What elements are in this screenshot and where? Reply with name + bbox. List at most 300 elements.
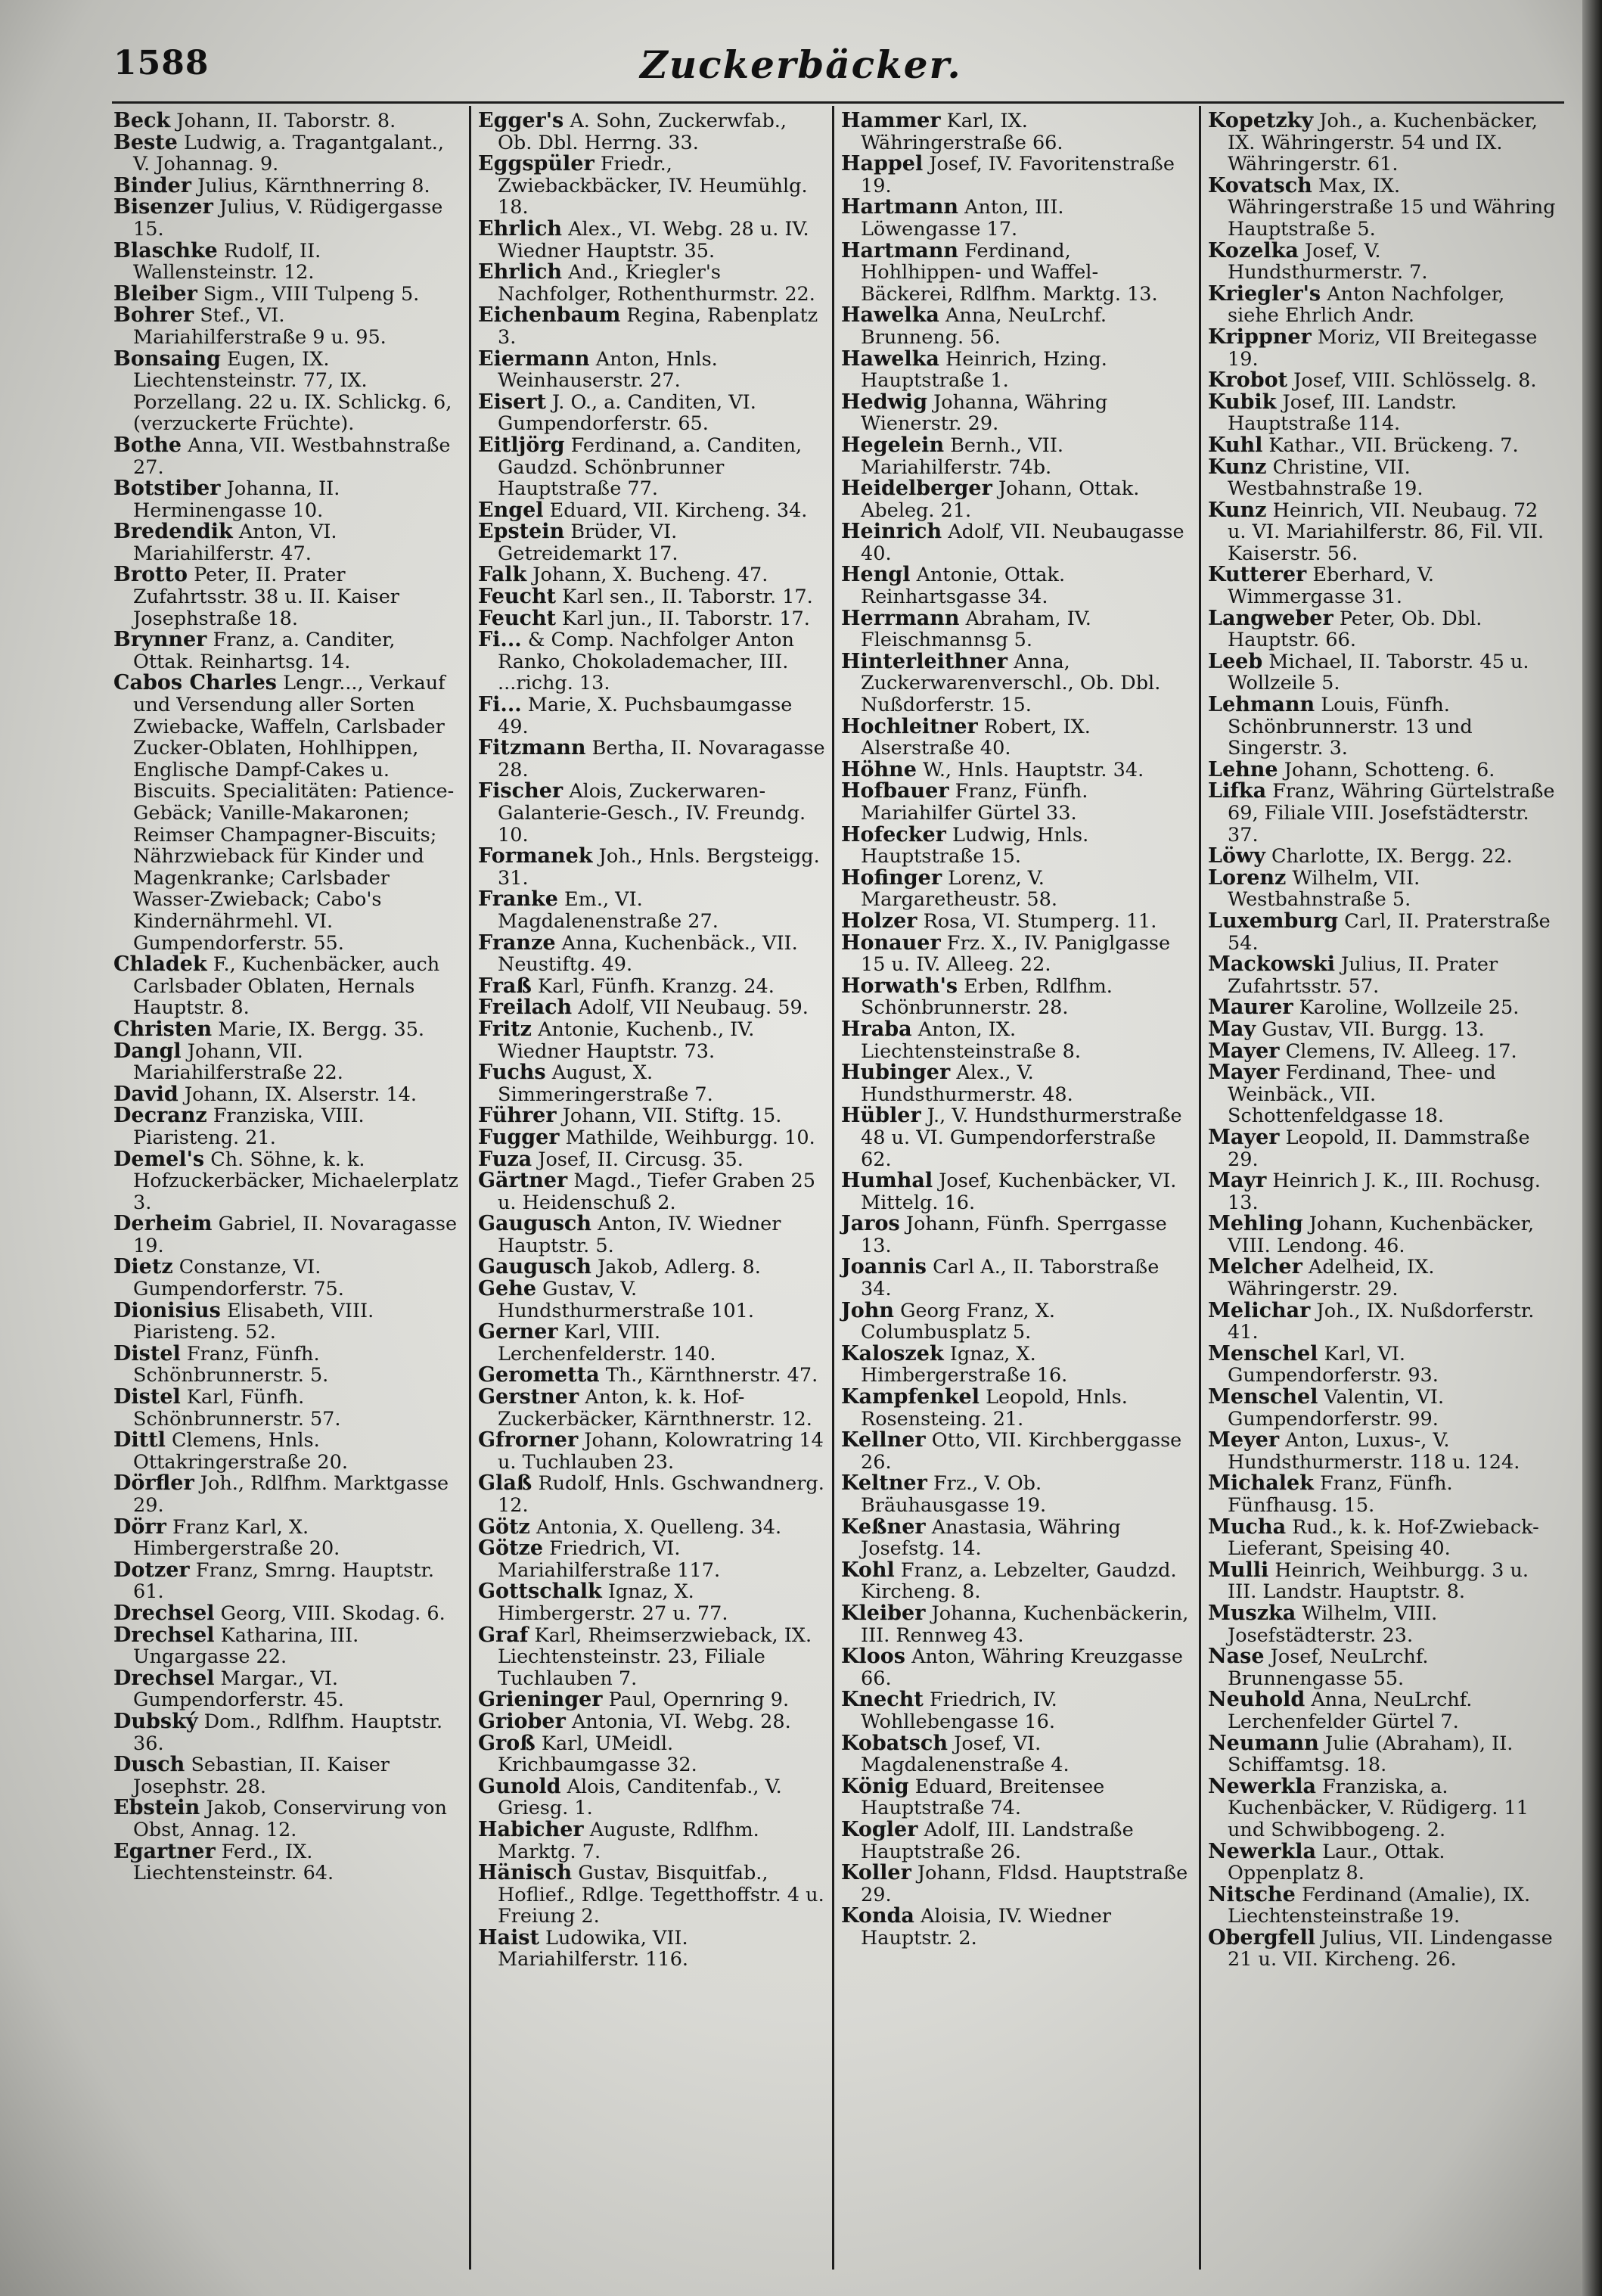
directory-entry: [1208, 1733, 1556, 1776]
entry-details: Alois, Zuckerwaren-Galanterie-Gesch., IV. Freundg. 10.: [498, 780, 806, 847]
directory-entry: [1208, 1430, 1556, 1473]
entry-name: Brynner: [113, 628, 207, 652]
entry-name: Neumann: [1208, 1731, 1319, 1755]
entry-name: Obergfell: [1208, 1925, 1315, 1950]
entry-name: Kellner: [841, 1428, 926, 1452]
directory-entry: [113, 1754, 461, 1797]
entry-details: Frz., V. Ob. Bräuhausgasse 19.: [861, 1472, 1047, 1517]
directory-entry: [113, 132, 461, 176]
directory-entry: [113, 173, 461, 197]
entry-details: Th., Kärnthnerstr. 47.: [605, 1364, 818, 1387]
entry-details: Johann, II. Taborstr. 8.: [176, 110, 396, 132]
directory-entry: [113, 673, 461, 954]
entry-details: Josef, VI. Magdalenenstraße 4.: [861, 1732, 1070, 1777]
entry-details: Abraham, IV. Fleischmannsg 5.: [861, 607, 1091, 652]
entry-details: Johann, Kuchenbäcker, VIII. Lendong. 46.: [1228, 1213, 1535, 1257]
entry-name: Kuhl: [1208, 433, 1263, 457]
entry-details: Anton, Hnls. Weinhauserstr. 27.: [498, 347, 718, 393]
directory-entry: [113, 197, 461, 240]
entry-name: Hofbauer: [841, 779, 949, 803]
directory-entry: [841, 392, 1189, 435]
entry-name: Newerkla: [1208, 1839, 1316, 1863]
entry-name: Kozelka: [1208, 238, 1299, 263]
page-edge-shadow: [1582, 0, 1602, 2296]
directory-entry: [841, 781, 1189, 824]
directory-entry: [841, 197, 1189, 240]
entry-name: Mayer: [1208, 1039, 1280, 1063]
entry-name: Heinrich: [841, 520, 942, 544]
directory-entry: [1208, 1884, 1556, 1928]
directory-entry: [113, 1149, 461, 1214]
entry-name: Kogler: [841, 1817, 918, 1841]
entry-details: Rudolf, II. Wallensteinstr. 12.: [133, 239, 321, 284]
directory-entry: [478, 933, 826, 976]
entry-details: J., V. Hundsthurmerstraße 48 u. VI. Gumpendorferstraße 62.: [861, 1105, 1182, 1171]
entry-details: Alex., V. Hundsthurmerstr. 48.: [861, 1061, 1073, 1106]
entry-details: Gustav, V. Hundsthurmerstraße 101.: [498, 1278, 754, 1322]
directory-entry: [841, 1733, 1189, 1776]
entry-name: Melichar: [1208, 1298, 1311, 1322]
entry-details: Rud., k. k. Hof-Zwieback-Lieferant, Speising 40.: [1228, 1515, 1539, 1561]
entry-details: Eberhard, V. Wimmergasse 31.: [1228, 564, 1435, 609]
entry-name: Mehling: [1208, 1212, 1303, 1236]
directory-entry: [478, 500, 826, 522]
directory-entry: [841, 1517, 1189, 1560]
directory-entry: [841, 1776, 1189, 1819]
directory-entry: [841, 1062, 1189, 1105]
entry-name: Bredendik: [113, 520, 233, 544]
entry-details: Wilhelm, VIII. Josefstädterstr. 23.: [1228, 1602, 1438, 1647]
directory-column-1: [113, 110, 461, 1884]
entry-name: Ebstein: [113, 1796, 200, 1820]
entry-name: Glaß: [478, 1471, 532, 1496]
entry-details: Adolf, III. Landstraße Hauptstraße 26.: [861, 1818, 1134, 1863]
entry-details: & Comp. Nachfolger Anton Ranko, Chokolademacher, III. ...richg. 13.: [498, 629, 794, 695]
directory-entry: [1208, 1925, 1556, 1971]
directory-entry: [1208, 865, 1556, 912]
directory-entry: [1208, 1517, 1556, 1560]
entry-name: Leeb: [1208, 649, 1263, 673]
entry-name: Distel: [113, 1385, 181, 1409]
directory-entry: [478, 521, 826, 564]
entry-details: Karl, VIII. Lerchenfelderstr. 140.: [498, 1321, 716, 1365]
entry-name: Dangl: [113, 1039, 182, 1063]
directory-entry: [1208, 694, 1556, 760]
directory-entry: [113, 1625, 461, 1668]
directory-column-4: [1208, 110, 1556, 1971]
column-rule: [1199, 106, 1201, 2270]
entry-name: Demel's: [113, 1147, 205, 1171]
entry-details: Christine, VII. Westbahnstraße 19.: [1228, 455, 1423, 501]
entry-name: Nase: [1208, 1645, 1265, 1669]
entry-name: Krobot: [1208, 368, 1288, 393]
directory-entry: [478, 1105, 826, 1127]
entry-details: Ferdinand, Thee- und Weinbäck., VII. Schottenfeldgasse 18.: [1228, 1061, 1496, 1128]
entry-name: Groß: [478, 1731, 536, 1755]
entry-details: Heinrich, VII. Neubaug. 72 u. VI. Mariahilferstr. 86, Fil. VII. Kaiserstr. 56.: [1228, 499, 1545, 565]
directory-entry: [113, 1041, 461, 1084]
entry-name: Kleiber: [841, 1601, 926, 1625]
entry-details: Eduard, VII. Kircheng. 34.: [549, 499, 808, 522]
directory-entry: [841, 1019, 1189, 1062]
directory-entry: [478, 435, 826, 500]
directory-entry: [841, 716, 1189, 760]
directory-entry: [478, 997, 826, 1019]
entry-details: Louis, Fünfh. Schönbrunnerstr. 13 und Singerstr. 3.: [1228, 694, 1473, 760]
directory-entry: [1208, 1213, 1556, 1257]
directory-entry: [1208, 1041, 1556, 1063]
entry-details: Josef, Kuchenbäcker, VI. Mittelg. 16.: [861, 1170, 1177, 1214]
entry-name: Distel: [113, 1341, 181, 1365]
entry-details: Erben, Rdlfhm. Schönbrunnerstr. 28.: [861, 974, 1113, 1020]
entry-name: May: [1208, 1017, 1256, 1041]
directory-entry: [841, 933, 1189, 976]
directory-entry: [1208, 997, 1556, 1019]
directory-entry: [1208, 1646, 1556, 1689]
directory-entry: [478, 1170, 826, 1213]
entry-details: Peter, II. Prater Zufahrtsstr. 38 u. II. Kaiser Josephstraße 18.: [133, 564, 399, 630]
directory-entry: [478, 1365, 826, 1387]
directory-entry: [113, 478, 461, 521]
directory-entry: [841, 521, 1189, 564]
entry-details: Johann, X. Bucheng. 47.: [532, 564, 768, 587]
directory-entry: [841, 1105, 1189, 1170]
entry-name: Kutterer: [1208, 563, 1307, 587]
directory-entry: [1208, 327, 1556, 370]
entry-details: Karl, UMeidl. Krichbaumgasse 32.: [498, 1732, 697, 1777]
directory-entry: [478, 1711, 826, 1733]
entry-details: Dom., Rdlfhm. Hauptstr. 36.: [133, 1710, 443, 1755]
directory-entry: [113, 435, 461, 478]
directory-entry: [1208, 1841, 1556, 1884]
entry-name: Mulli: [1208, 1558, 1269, 1582]
entry-details: Friedrich, IV. Wohllebengasse 16.: [861, 1689, 1057, 1733]
directory-entry: [478, 608, 826, 630]
directory-entry: [841, 1341, 1189, 1387]
entry-details: Otto, VII. Kirchberggasse 26.: [861, 1429, 1182, 1474]
directory-entry: [478, 976, 826, 998]
entry-name: Knecht: [841, 1688, 924, 1712]
entry-name: Brotto: [113, 563, 188, 587]
entry-details: Johanna, Kuchenbäckerin, III. Rennweg 43.: [861, 1602, 1189, 1647]
entry-details: Anna, NeuLrchf. Lerchenfelder Gürtel 7.: [1228, 1689, 1473, 1733]
entry-details: Julius, Kärnthnerring 8.: [197, 174, 430, 197]
directory-entry: [841, 305, 1189, 348]
entry-name: Haist: [478, 1925, 539, 1950]
directory-entry: [478, 1819, 826, 1863]
directory-entry: [841, 1603, 1189, 1646]
entry-details: Rosa, VI. Stumperg. 11.: [923, 909, 1157, 933]
entry-details: Antonie, Ottak. Reinhartsgasse 34.: [861, 564, 1066, 609]
entry-details: Laur., Ottak. Oppenplatz 8.: [1228, 1840, 1445, 1885]
directory-entry: [1208, 1062, 1556, 1127]
directory-entry: [841, 1430, 1189, 1473]
entry-details: Carl A., II. Taborstraße 34.: [861, 1256, 1160, 1301]
directory-entry: [478, 346, 826, 393]
directory-entry: [1208, 1603, 1556, 1646]
directory-entry: [478, 1019, 826, 1062]
entry-name: Falk: [478, 563, 527, 587]
directory-entry: [1208, 1257, 1556, 1300]
entry-details: And., Kriegler's Nachfolger, Rothenthurmstr. 22.: [498, 261, 815, 306]
entry-details: Anna, NeuLrchf. Brunneng. 56.: [861, 304, 1107, 349]
entry-details: Leopold, II. Dammstraße 29.: [1228, 1126, 1530, 1171]
entry-details: Joh., Rdlfhm. Marktgasse 29.: [133, 1472, 449, 1517]
entry-details: Johann, Kolowratring 14 u. Tuchlauben 23.: [498, 1429, 824, 1474]
entry-details: Johanna, Währing Wienerstr. 29.: [861, 390, 1108, 436]
entry-details: Ludwig, a. Tragantgalant., V. Johannag. 9.: [133, 131, 444, 176]
directory-entry: [478, 305, 826, 348]
entry-details: Franziska, a. Kuchenbäcker, V. Rüdigerg. 11 und Schwibbogeng. 2.: [1228, 1775, 1529, 1841]
directory-entry: [841, 1300, 1189, 1344]
directory-entry: [478, 1278, 826, 1322]
entry-details: Em., VI. Magdalenenstraße 27.: [498, 888, 719, 933]
entry-details: Johann, Ottak. Abeleg. 21.: [861, 477, 1140, 522]
entry-details: Anton, k. k. Hof-Zuckerbäcker, Kärnthnerstr. 12.: [498, 1386, 812, 1431]
entry-details: Karl, Fünfh. Schönbrunnerstr. 57.: [133, 1386, 341, 1431]
entry-details: Rudolf, Hnls. Gschwandnerg. 12.: [498, 1472, 824, 1517]
entry-name: Jaros: [841, 1212, 900, 1236]
entry-name: Humhal: [841, 1169, 933, 1193]
directory-entry: [841, 435, 1189, 478]
column-rule: [832, 106, 834, 2270]
entry-details: Josef, IV. Favoritenstraße 19.: [861, 153, 1175, 197]
entry-name: David: [113, 1082, 179, 1106]
entry-details: Anton, IV. Wiedner Hauptstr. 5.: [498, 1213, 781, 1257]
entry-name: Habicher: [478, 1817, 584, 1841]
directory-entry: [1208, 1776, 1556, 1841]
entry-name: Hartmann: [841, 238, 959, 263]
entry-name: Newerkla: [1208, 1774, 1316, 1798]
entry-details: Lengr..., Verkauf und Versendung aller Sorten Zwiebacke, Waffeln, Carlsbader Zucker-Oblaten, Hohlhippen, Englische Dampf-Cakes u. Biscuits. Specialitäten: Patience-Gebäck; Vanille-Makaronen; Reimser Champagner-Biscuits; Nährzwieback für Kinder und Magenkranke; Carlsbader Wasser-Zwieback; Cabo's Kindernährmehl. VI. Gumpendorferstr. 55.: [133, 672, 455, 955]
entry-details: Johann, Fldsd. Hauptstraße 29.: [861, 1862, 1188, 1906]
entry-details: Gustav, VII. Burgg. 13.: [1262, 1018, 1485, 1041]
entry-name: Kloos: [841, 1645, 905, 1669]
entry-details: Auguste, Rdlfhm. Marktg. 7.: [498, 1818, 759, 1863]
directory-entry: [113, 521, 461, 564]
directory-entry: [478, 216, 826, 263]
entry-name: Bothe: [113, 433, 182, 457]
entry-name: Gottschalk: [478, 1580, 602, 1604]
entry-name: Führer: [478, 1104, 557, 1128]
entry-name: Bonsaing: [113, 346, 221, 371]
entry-details: Johann, IX. Alserstr. 14.: [184, 1083, 417, 1106]
entry-name: Happel: [841, 152, 924, 176]
directory-entry: [113, 1213, 461, 1257]
entry-name: Eisert: [478, 390, 546, 414]
directory-entry: [478, 1863, 826, 1928]
directory-entry: [113, 1560, 461, 1603]
entry-details: Aloisia, IV. Wiedner Hauptstr. 2.: [861, 1905, 1112, 1950]
directory-entry: [478, 1322, 826, 1365]
entry-details: Ferdinand, a. Canditen, Gaudzd. Schönbrunner Hauptstraße 77.: [498, 433, 803, 501]
entry-name: Gaugusch: [478, 1212, 591, 1236]
directory-entry: [841, 564, 1189, 607]
entry-details: Ch. Söhne, k. k. Hofzuckerbäcker, Michaelerplatz 3.: [133, 1148, 458, 1214]
entry-details: J. O., a. Canditen, VI. Gumpendorferstr. 65.: [498, 390, 756, 436]
directory-entry: [113, 1841, 461, 1884]
entry-details: Adolf, VII Neubaug. 59.: [578, 996, 809, 1020]
entry-name: Koller: [841, 1861, 911, 1885]
directory-entry: [478, 1625, 826, 1690]
directory-entry: [478, 1925, 826, 1971]
directory-entry: [113, 281, 461, 306]
entry-name: Lorenz: [1208, 865, 1287, 890]
directory-entry: [478, 738, 826, 781]
entry-name: Gfrorner: [478, 1428, 579, 1452]
entry-name: Beste: [113, 130, 178, 154]
directory-entry: [1208, 608, 1556, 651]
entry-name: Konda: [841, 1904, 914, 1928]
entry-details: Anton, Währing Kreuzgasse 66.: [861, 1645, 1183, 1690]
entry-name: Egger's: [478, 109, 564, 132]
entry-details: Georg, VIII. Skodag. 6.: [220, 1602, 446, 1625]
entry-name: Botstiber: [113, 477, 221, 501]
entry-name: Griober: [478, 1709, 566, 1733]
directory-entry: [1208, 846, 1556, 868]
directory-entry: [478, 1127, 826, 1149]
directory-entry: [1208, 954, 1556, 997]
entry-name: Horwath's: [841, 974, 958, 998]
entry-name: Fi...: [478, 628, 522, 652]
directory-entry: [841, 1863, 1189, 1906]
entry-name: Maurer: [1208, 996, 1293, 1020]
directory-entry: [1208, 781, 1556, 846]
directory-entry: [1208, 500, 1556, 565]
entry-details: Kathar., VII. Brückeng. 7.: [1268, 433, 1519, 457]
entry-details: Robert, IX. Alserstraße 40.: [861, 715, 1091, 760]
entry-name: Hofinger: [841, 865, 942, 890]
directory-entry: [478, 110, 826, 154]
directory-entry: [1208, 1341, 1556, 1387]
entry-name: Gerstner: [478, 1385, 579, 1409]
entry-name: Decranz: [113, 1104, 207, 1128]
entry-name: Herrmann: [841, 606, 960, 630]
directory-entry: [113, 1473, 461, 1516]
entry-name: Hinterleithner: [841, 649, 1008, 673]
entry-name: Kubik: [1208, 390, 1277, 414]
entry-details: Josef, NeuLrchf. Brunnengasse 55.: [1228, 1645, 1429, 1690]
entry-name: Franze: [478, 931, 556, 955]
entry-details: Magd., Tiefer Graben 25 u. Heidenschuß 2.: [498, 1170, 815, 1214]
entry-name: Hraba: [841, 1017, 912, 1041]
entry-name: Fritz: [478, 1017, 532, 1041]
directory-entry: [478, 1257, 826, 1278]
directory-entry: [478, 564, 826, 586]
directory-entry: [1208, 392, 1556, 435]
entry-name: König: [841, 1774, 909, 1798]
entry-name: Drechsel: [113, 1601, 215, 1625]
directory-entry: [1208, 1689, 1556, 1732]
entry-details: Josef, III. Landstr. Hauptstraße 114.: [1228, 390, 1458, 436]
entry-name: Hawelka: [841, 346, 939, 371]
entry-details: Margar., VI. Gumpendorferstr. 45.: [133, 1667, 344, 1712]
directory-entry: [478, 1062, 826, 1105]
directory-entry: [478, 262, 826, 305]
directory-entry: [841, 1257, 1189, 1300]
entry-name: Mayer: [1208, 1125, 1280, 1149]
entry-details: Joh., Hnls. Bergsteigg. 31.: [498, 845, 820, 890]
entry-details: Mathilde, Weihburgg. 10.: [565, 1126, 815, 1149]
entry-details: Antonia, X. Quelleng. 34.: [536, 1515, 782, 1539]
directory-entry: [841, 865, 1189, 912]
entry-name: Hengl: [841, 563, 911, 587]
entry-details: Antonie, Kuchenb., IV. Wiedner Hauptstr. 73.: [498, 1018, 755, 1063]
directory-entry: [841, 110, 1189, 154]
entry-name: Dionisius: [113, 1298, 221, 1322]
directory-entry: [1208, 457, 1556, 500]
entry-name: Honauer: [841, 931, 941, 955]
entry-name: Hofecker: [841, 822, 946, 847]
entry-name: Lifka: [1208, 779, 1267, 803]
entry-name: Drechsel: [113, 1623, 215, 1647]
directory-entry: [113, 1257, 461, 1300]
entry-name: Fuchs: [478, 1061, 546, 1085]
entry-details: Marie, IX. Bergg. 35.: [218, 1018, 425, 1041]
directory-entry: [1208, 370, 1556, 392]
entry-details: Franziska, VIII. Piaristeng. 21.: [133, 1105, 365, 1149]
entry-name: Dörfler: [113, 1471, 194, 1496]
entry-details: Anna, Kuchenbäck., VII. Neustiftg. 49.: [498, 931, 798, 977]
directory-entry: [1208, 110, 1556, 176]
entry-details: Karl, IX. Währingerstraße 66.: [861, 110, 1063, 154]
directory-entry: [1208, 1127, 1556, 1170]
entry-details: August, X. Simmeringerstraße 7.: [498, 1061, 713, 1106]
entry-name: Ehrlich: [478, 260, 563, 284]
entry-name: Neuhold: [1208, 1688, 1306, 1712]
entry-name: Epstein: [478, 520, 565, 544]
entry-details: Franz, Fünfh. Fünfhausg. 15.: [1228, 1472, 1453, 1517]
directory-entry: [113, 238, 461, 284]
entry-details: Georg Franz, X. Columbusplatz 5.: [861, 1299, 1056, 1344]
entry-name: Menschel: [1208, 1385, 1318, 1409]
entry-name: Grieninger: [478, 1688, 603, 1712]
entry-details: Anton Nachfolger, siehe Ehrlich Andr.: [1228, 282, 1505, 328]
directory-entry: [1208, 173, 1556, 241]
entry-name: Michalek: [1208, 1471, 1314, 1496]
directory-entry: [478, 1387, 826, 1430]
directory-entry: [1208, 1560, 1556, 1603]
entry-details: Johann, Fünfh. Sperrgasse 13.: [861, 1213, 1167, 1257]
directory-entry: [478, 1430, 826, 1473]
directory-entry: [1208, 651, 1556, 694]
entry-details: Sebastian, II. Kaiser Josephstr. 28.: [133, 1754, 390, 1798]
entry-details: Sigm., VIII Tulpeng 5.: [203, 282, 420, 306]
directory-entry: [113, 1300, 461, 1344]
entry-details: Anastasia, Währing Josefstg. 14.: [861, 1515, 1121, 1561]
entry-details: Johann, VII. Stiftg. 15.: [562, 1105, 782, 1128]
entry-name: Feucht: [478, 585, 557, 609]
entry-name: Melcher: [1208, 1255, 1302, 1279]
entry-name: Keltner: [841, 1471, 927, 1496]
entry-details: Josef, II. Circusg. 35.: [538, 1148, 744, 1171]
entry-name: Drechsel: [113, 1666, 215, 1690]
entry-details: Bernh., VII. Mariahilferstr. 74b.: [861, 433, 1064, 479]
directory-entry: [841, 976, 1189, 1019]
directory-entry: [113, 1603, 461, 1625]
entry-name: Hawelka: [841, 303, 939, 328]
directory-entry: [113, 954, 461, 1019]
directory-entry: [478, 629, 826, 694]
entry-details: Valentin, VI. Gumpendorferstr. 99.: [1228, 1386, 1445, 1431]
entry-details: Josef, VIII. Schlösselg. 8.: [1293, 369, 1537, 393]
directory-entry: [1208, 1170, 1556, 1213]
entry-details: Constanze, VI. Gumpendorferstr. 75.: [133, 1256, 344, 1301]
entry-details: Karl sen., II. Taborstr. 17.: [562, 586, 813, 609]
entry-name: Dotzer: [113, 1558, 190, 1582]
entry-details: Franz, Fünfh. Mariahilfer Gürtel 33.: [861, 780, 1088, 825]
entry-name: Nitsche: [1208, 1882, 1296, 1906]
